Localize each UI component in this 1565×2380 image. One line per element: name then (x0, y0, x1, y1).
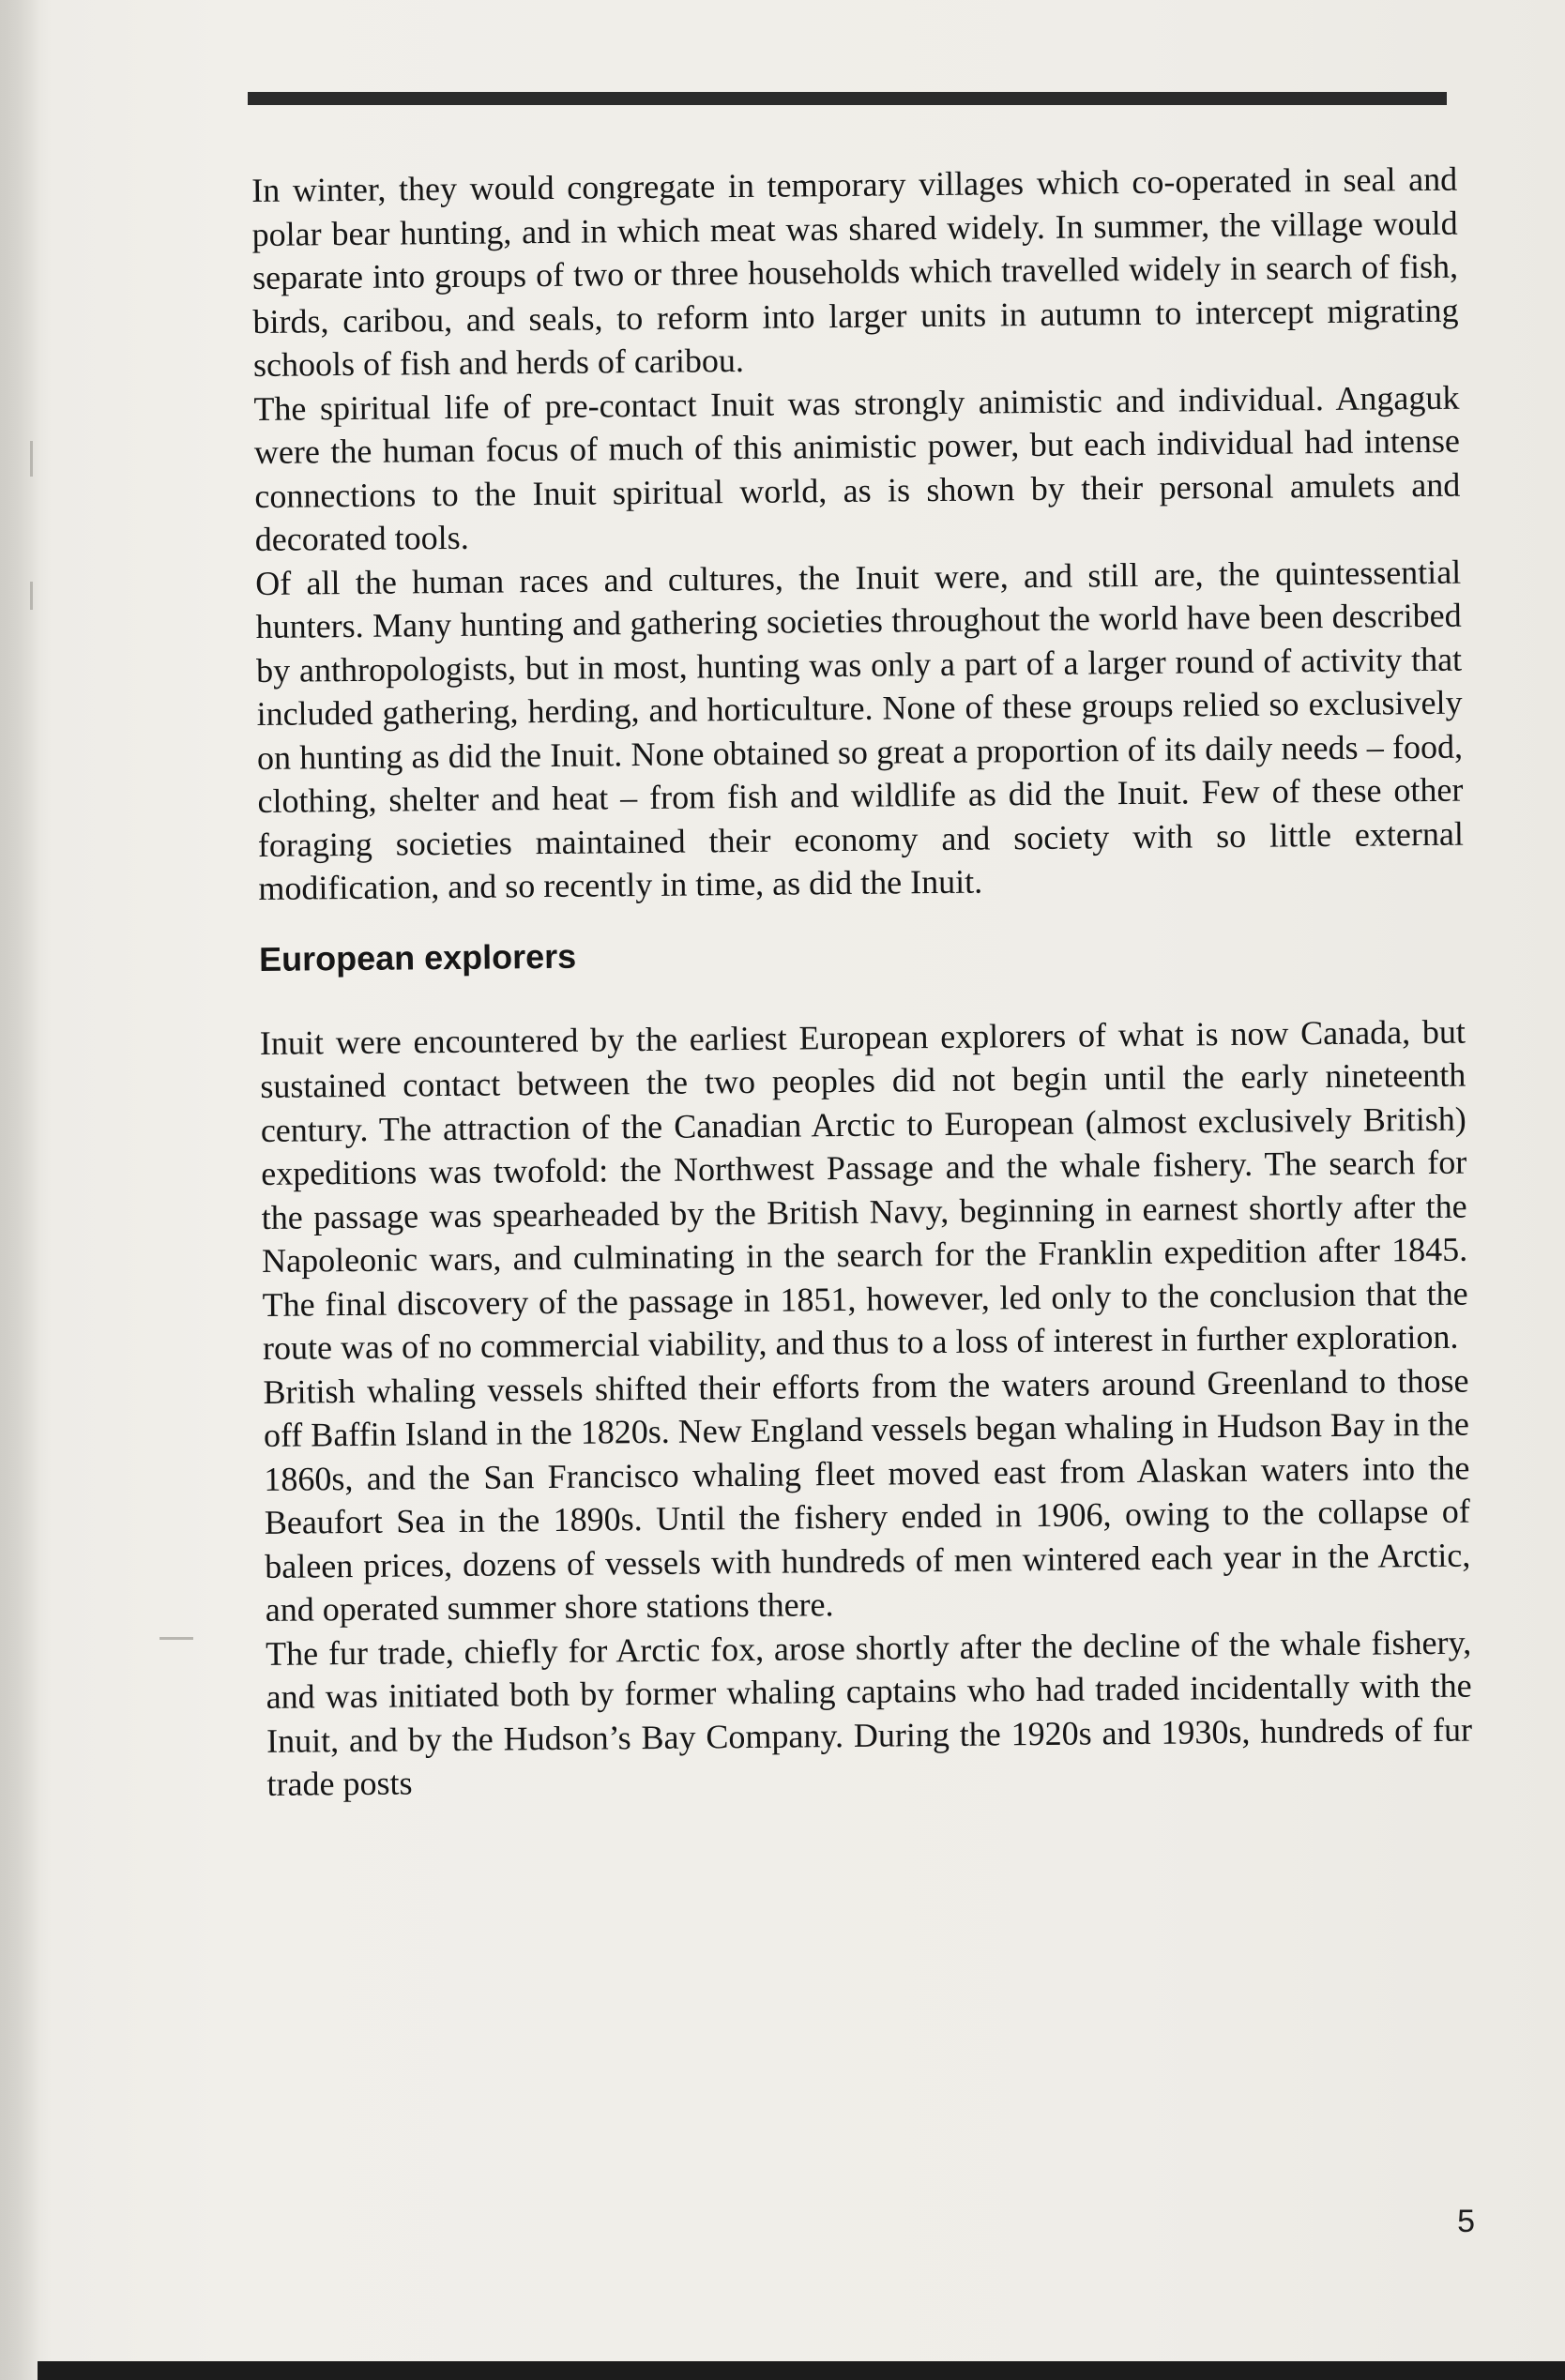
paragraph-spiritual-life: The spiritual life of pre-contact Inuit was strongly animistic and individual. Angaguk were the human focus of much of this animistic power, but each individual had intense connections to the Inuit spiritual world, as is shown by their personal amulets and decorated tools. (253, 378, 1461, 558)
scan-mark (30, 441, 33, 477)
paragraph-winter-villages: In winter, they would congregate in temporary villages which co-operated in seal and polar bear hunting, and in which meat was shared widely. In summer, the village would separate into groups of two or three households which travelled widely in search of fish, birds, caribou, and seals, to reform into larger units in autumn to intercept migrating schools of fish and herds of caribou. (251, 159, 1459, 384)
page-bottom-edge (38, 2361, 1565, 2380)
scan-mark (30, 582, 33, 610)
paragraph-hunters: Of all the human races and cultures, the Inuit were, and still are, the quintessential hunters. Many hunting and gathering societies throughout the world have been described by anthropologists, but in most, hunting was only a part of a larger round of activity that included gathering, herding, and horticulture. None of these groups relied so exclusively on hunting as did the Inuit. None obtained so great a proportion of its daily needs – food, clothing, shelter and heat – from fish and wildlife as did the Inuit. Few of these other foraging societies maintained their economy and society with so little external modification, and so recently in time, as did the Inuit. (255, 553, 1465, 907)
scan-mark (160, 1637, 193, 1640)
top-rule (248, 92, 1447, 105)
section-heading: European explorers (258, 936, 577, 978)
page-number: 5 (1457, 2204, 1475, 2239)
article-text-column (251, 158, 1473, 1807)
paragraph-european-contact: Inuit were encountered by the earliest European explorers of what is now Canada, but sustained contact between the two peoples did not begin until the early nineteenth century. The attraction of the Canadian Arctic to European (almost exclusively British) expeditions was twofold: the Northwest Passage and the whale fishery. The search for the passage was spearheaded by the British Navy, beginning in earnest shortly after the Napoleonic wars, and culminating in the search for the Franklin expedition after 1845. The final discovery of the passage in 1851, however, led only to the conclusion that the route was of no commercial viability, and thus to a loss of interest in further exploration. (259, 1012, 1468, 1367)
page-binding-shadow (0, 0, 39, 2380)
paragraph-whaling: British whaling vessels shifted their efforts from the waters around Greenland to those off Baffin Island in the 1820s. New England vessels began whaling in Hudson Bay in the 1860s, and the San Francisco whaling fleet moved east from Alaskan waters into the Beaufort Sea in the 1890s. Until the fishery ended in 1906, owing to the collapse of baleen prices, dozens of vessels with hundreds of men wintered each year in the Arctic, and operated summer shore stations there. (263, 1361, 1471, 1629)
paragraph-fur-trade: The fur trade, chiefly for Arctic fox, arose shortly after the decline of the whale fishery, and was initiated both by former whaling captains who had traded incidentally with the Inuit, and by the Hudson’s Bay Company. During the 1920s and 1930s, hundreds of fur trade posts (265, 1623, 1473, 1803)
